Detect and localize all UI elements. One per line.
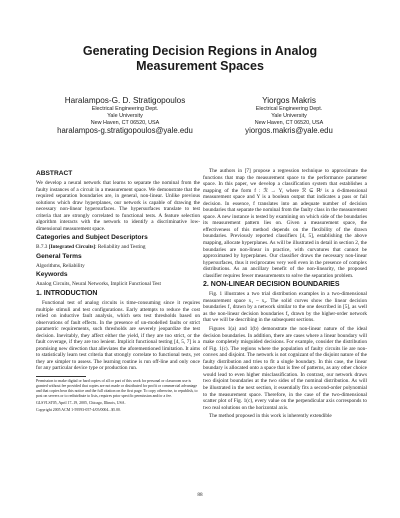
section-2-heading: 2. NON-LINEAR DECISION BOUNDARIES [203,281,340,289]
author-dept: Electrical Engineering Dept. [255,106,323,112]
permission-notice: Permission to make digital or hard copies of all or part of this work for personal or classroom use is granted without fee provided that copies are not made or distributed for profit or commercial advantage and that copies bear this notice and the full citation on the first page. To copy otherwise, to republish, to post on servers or to redistribute to lists, requires prior specific permission and/or a fee. [36,379,198,398]
author-block-1 [40,96,210,136]
section-1-heading: 1. INTRODUCTION [36,290,98,298]
author-name: Yiorgos Makris [262,96,316,105]
abstract-text: We develop a neural network that learns to separate the nominal from the faulty instances of a circuit in a measurement space. We demonstrate that the required separation boundaries are, in general, non-linear. Unlike previous solutions which draw hyperplanes, our network is capable of drawing the necessary non-linear hypersurfaces. The hypersurfaces translate to test criteria that are strongly correlated to functional tests. A feature selection algorithm interacts with the network to identify a discriminative low-dimensional measurement space. [36,180,200,232]
author-dept: Electrical Engineering Dept. [91,106,159,112]
author-name: Haralampos-G. D. Stratigopoulos [64,96,186,105]
conference-info: GLSVLSI'05, April 17–19, 2005, Chicago, Illinois, USA. [36,400,126,405]
paper-title [40,44,360,74]
section-1-text: Functional test of analog circuits is time-consuming since it requires multiple stimuli and test configurations. Early attempts to reduce the cost relied on inductive fault analysis, which sets test thresholds based on observations of fault effects. In the presence of un-modelled faults or strict parametric requirements, such thresholds are severely jeopardize the test decision. Inevitably, they affect either the yield, if they are too strict, or the fault coverage, if they are too lenient. Implicit functional testing [4, 5, 7] is a promising new direction that alleviates the aforementioned limitation. It aims to statistically learn test criteria that strongly correlate to functional tests, yet they are simpler to assess. The learning routine is run off-line and only once for any particular device type or production run. [36,300,200,372]
right-column [203,168,367,422]
page-number: 88 [197,492,203,498]
abstract-heading: ABSTRACT [36,170,73,177]
keywords-text: Analog Circuits, Neural Networks, Implicit Functional Test [36,281,161,288]
footnote-rule [36,376,86,377]
author-email: yiorgos.makris@yale.edu [245,126,333,136]
copyright-notice: Copyright 2005 ACM 1-59593-057-4/05/0004...$5.00. [36,407,121,412]
title-line-2: Measurement Spaces [136,59,264,73]
author-address: New Haven, CT 06520, USA [90,119,160,126]
title-line-1: Generating Decision Regions in Analog [82,44,318,58]
author-university: Yale University [107,112,143,119]
author-university: Yale University [271,112,307,119]
left-column [36,168,200,412]
terms-text: Algorithms, Reliability [36,262,85,269]
terms-heading: General Terms [36,252,82,260]
categories-rest: : Reliability and Testing [95,244,146,251]
right-paragraph-4: The method proposed in this work is inherently extendible [209,413,332,420]
categories-bold: [Integrated Circuits] [48,244,96,251]
right-paragraph-1: The authors in [7] propose a regression technique to approximate the functions that map the measurement space to the performance parameter space. In this paper, we develop a classification system that establishes a mapping of the form f : ℛ → Y, where ℛ ⊆ ℝᵈ is a d-dimensional measurement space and Y is a boolean output that indicates a pass or fail decision. In essence, f translates into an adequate number of decision boundaries that separate the nominal from the faulty class in the measurement space. A new instance is tested by examining on which side of the boundaries its measurement pattern lies on. Given a measurement space, the effectiveness of this method depends on the flexibility of the drawn boundaries. Previously reported classifiers [4, 5], establishing the above mapping, allocate hyperplanes. As will be illustrated in detail in section 2, the boundaries are non-linear in practice, with curvatures that cannot be approximated by hyperplanes. Our classifier draws the necessary non-linear hypersurfaces, thus it reciprocates very well even in the presence of complex distributions. As an ancillary benefit of the non-linearity, the proposed classifier requires fewer measurements to solve the separation problem. [203,168,367,279]
author-address: New Haven, CT 06520, USA [254,119,324,126]
author-block-2 [204,96,374,136]
right-paragraph-3: Figures 1(a) and 1(b) demonstrate the non-linear nature of the ideal decision boundaries. In addition, there are cases where a linear boundary will make completely misguided decisions. For example, consider the distribution of Fig. 1(c). The regions where the population of faulty circuits lie are non-convex and disjoint. The network is not cognizant of the disjoint nature of the faulty distribution and tries to fit a single boundary. In this case, the linear boundary is allocated onto a space that is free of patterns, as any other choice would lead to even higher misclassification. In contrast, our network draws two disjoint boundaries at the two sides of the nominal distribution. As will be illustrated in the next section, it essentially fits a second-order polynomial to the measurement space. Therefore, in the case of the two-dimensional scatter plot of Fig. 1(c), every value on the perpendicular axis corresponds to two real solutions on the horizontal axis. [203,326,367,411]
categories-text [36,244,200,251]
categories-heading: Categories and Subject Descriptors [36,234,148,242]
categories-code: B.7.3 [36,244,48,251]
right-paragraph-2: Fig. 1 illustrates a two trial distribution examples in a two-dimensional measurement space x₁ – x₂. The solid curves show the linear decision boundaries f₁ drawn by a network similar to the one described in [5], as well as the non-linear decision boundaries f₂ drawn by the higher-order network that we will be describing in the subsequent sections. [203,291,367,324]
author-email: haralampos-g.stratigopoulos@yale.edu [57,126,193,136]
keywords-heading: Keywords [36,271,68,279]
